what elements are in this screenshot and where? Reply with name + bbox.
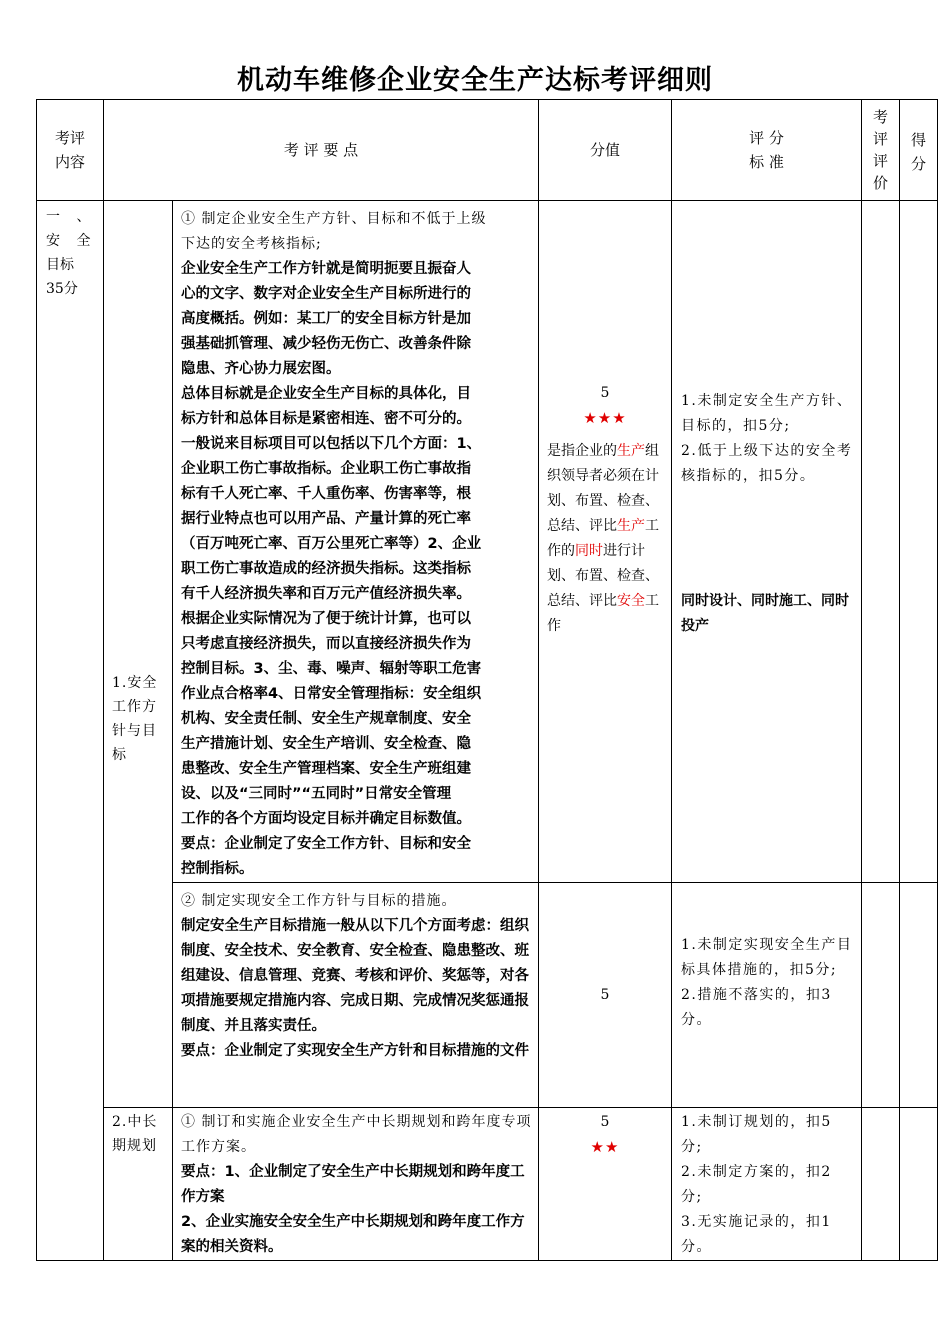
subcategory-policy: 1.安全 工作方 针与目 标 [104, 201, 173, 1108]
star-rating: ★★★ [583, 409, 627, 427]
star-rating: ★★ [590, 1138, 620, 1156]
standard-row3: 1.未制订规划的，扣5分; 2.未制定方案的，扣2分; 3.无实施记录的，扣1分。 [672, 1108, 862, 1261]
detail-line: 有千人经济损失率和百万元产值经济损失率。 [181, 586, 471, 602]
detail-line: 患整改、安全生产管理档案、安全生产班组建 [181, 761, 471, 777]
note-segment: 工作 [547, 593, 659, 634]
detail-line: 隐患、齐心协力展宏图。 [181, 361, 341, 377]
note-segment: 进行计划、布置、检查、总结、评比 [547, 543, 659, 609]
detail-line: 标有千人死亡率、千人重伤率、伤害率等，根 [181, 486, 471, 502]
standard-row1: 1.未制定安全生产方针、目标的，扣5分; 2.低于上级下达的安全考核指标的，扣5分。 同时设计、同时施工、同时投产 [672, 201, 862, 883]
detail-line: 总体目标就是企业安全生产目标的具体化，目 [181, 386, 471, 402]
header-score: 得 分 [900, 100, 938, 201]
highlight-text: 同时 [575, 543, 603, 559]
highlight-text: 生产 [617, 443, 645, 459]
value-row1: 5 ★★★ 是指企业的生产组织领导者必须在计划、布置、检查、总结、评比生产工作的同时进行计划、布置、检查、总结、评比安全工作 [539, 201, 672, 883]
header-standard: 评 分 标 准 [672, 100, 862, 201]
score-cell[interactable] [900, 1108, 938, 1261]
detail-line: 工作的各个方面均设定目标并确定目标数值。 [181, 811, 471, 827]
note-segment: 是指企业的 [547, 443, 617, 459]
detail-line: 职工伤亡事故造成的经济损失指标。这类指标 [181, 561, 471, 577]
detail-line: 企业职工伤亡事故指标。企业职工伤亡事故指 [181, 461, 471, 477]
score-cell[interactable] [900, 201, 938, 883]
note-segment: 工作的 [547, 518, 659, 559]
value-row2: 5 [539, 883, 672, 1108]
detail-line: 控制指标。 [181, 861, 254, 877]
eval-cell[interactable] [862, 201, 900, 883]
detail-line: 一般说来目标项目可以包括以下几个方面：1、 [181, 436, 482, 452]
highlight-text: 安全 [617, 593, 645, 609]
detail-line: 标方针和总体目标是紧密相连、密不可分的。 [181, 411, 471, 427]
detail-line: 根据企业实际情况为了便于统计计算，也可以 [181, 611, 471, 627]
subcategory-plan: 2.中长 期规划 [104, 1108, 173, 1261]
value-row3: 5 ★★ [539, 1108, 672, 1261]
eval-cell[interactable] [862, 1108, 900, 1261]
highlight-text: 生产 [617, 518, 645, 534]
detail-line: 强基础抓管理、减少轻伤无伤亡、改善条件除 [181, 336, 471, 352]
detail-line: 只考虑直接经济损失，而以直接经济损失作为 [181, 636, 471, 652]
detail-line: 机构、安全责任制、安全生产规章制度、安全 [181, 711, 471, 727]
note-text [539, 439, 671, 639]
detail-line: 企业安全生产工作方针就是简明扼要且振奋人 [181, 261, 471, 277]
score-cell[interactable] [900, 883, 938, 1108]
detail-line: 生产措施计划、安全生产培训、安全检查、隐 [181, 736, 471, 752]
detail-line: 据行业特点也可以用产品、产量计算的死亡率 [181, 511, 471, 527]
points-row2: ② 制定实现安全工作方针与目标的措施。 制定安全生产目标措施一般从以下几个方面考虑：组织制度、安全技术、安全教育、安全检查、隐患整改、班组建设、信息管理、竞赛、考核和评价、奖惩等，对各项措施要规定措施内容、完成日期、完成情况奖惩通报制度、并且落实责任。 要点：企业制定了实现安全生产方针和目标措施的文件 [173, 883, 539, 1108]
detail-line: 心的文字、数字对企业安全生产目标所进行的 [181, 286, 471, 302]
note-segment: 组织领导者必须在计划、布置、检查、总结、评比 [547, 443, 659, 534]
detail-line: 设、以及“三同时”“五同时”日常安全管理 [181, 786, 452, 802]
page-title: 机动车维修企业安全生产达标考评细则 [237, 65, 713, 96]
header-value: 分值 [539, 100, 672, 201]
detail-line: 控制目标。3、尘、毒、噪声、辐射等职工危害 [181, 661, 482, 677]
header-eval: 考 评 评 价 [862, 100, 900, 201]
standard-row2: 1.未制定实现安全生产目标具体措施的，扣5分; 2.措施不落实的，扣3分。 [672, 883, 862, 1108]
detail-lines [181, 257, 532, 882]
detail-line: 要点：企业制定了安全工作方针、目标和安全 [181, 836, 471, 852]
detail-line: 作业点合格率4、日常安全管理指标：安全组织 [181, 686, 482, 702]
category-cell: 一 、 安 全 目标 35分 [37, 201, 104, 1261]
eval-cell[interactable] [862, 883, 900, 1108]
evaluation-table [36, 99, 938, 1261]
header-points: 考 评 要 点 [104, 100, 539, 201]
detail-line: （百万吨死亡率、百万公里死亡率等）2、企业 [181, 536, 482, 552]
points-row3: ① 制订和实施企业安全生产中长期规划和跨年度专项工作方案。 要点：1、企业制定了安全生产中长期规划和跨年度工作方案 2、企业实施安全安全生产中长期规划和跨年度工作方案的相关资料。 [173, 1108, 539, 1261]
points-row1: ① 制定企业安全生产方针、目标和不低于上级 下达的安全考核指标; 企业安全生产工作方针就是简明扼要且振奋人 心的文字、数字对企业安全生产目标所进行的 高度概括。例如：某工厂的安全目标方针是加 强基础抓管理、减少轻伤无伤亡、改善条件除 隐患、齐心协力展宏图。 总体目标就是企业安全生产目标的具体化，目 标方针和总体目标是紧密相连、密不可分的。 一般说来目标项目可以包括以下几个方面：1、 企业职工伤亡事故指标。企业职工伤亡事故指 标有千人死亡率、千人重伤率、伤害率等，根 据行业特点也可以用产品、产量计算的死亡率 （百万吨死亡率、百万公里死亡率等）2、企业 职工伤亡事故造成的经济损失指标。这类指标 有千人经济损失率和百万元产值经济损失率。 根据企业实际情况为了便于统计计算，也可以 只考虑直接经济损失，而以直接经济损失作为 控制目标。3、尘、毒、噪声、辐射等职工危害 作业点合格率4、日常安全管理指标：安全组织 机构、安全责任制、安全生产规章制度、安全 生产措施计划、安全生产培训、安全检查、隐 患整改、安全生产管理档案、安全生产班组建 设、以及“三同时”“五同时”日常安全管理 工作的各个方面均设定目标并确定目标数值。 要点：企业制定了安全工作方针、目标和安全 控制指标。 [173, 201, 539, 883]
detail-line: 高度概括。例如：某工厂的安全目标方针是加 [181, 311, 471, 327]
header-content: 考评 内容 [37, 100, 104, 201]
